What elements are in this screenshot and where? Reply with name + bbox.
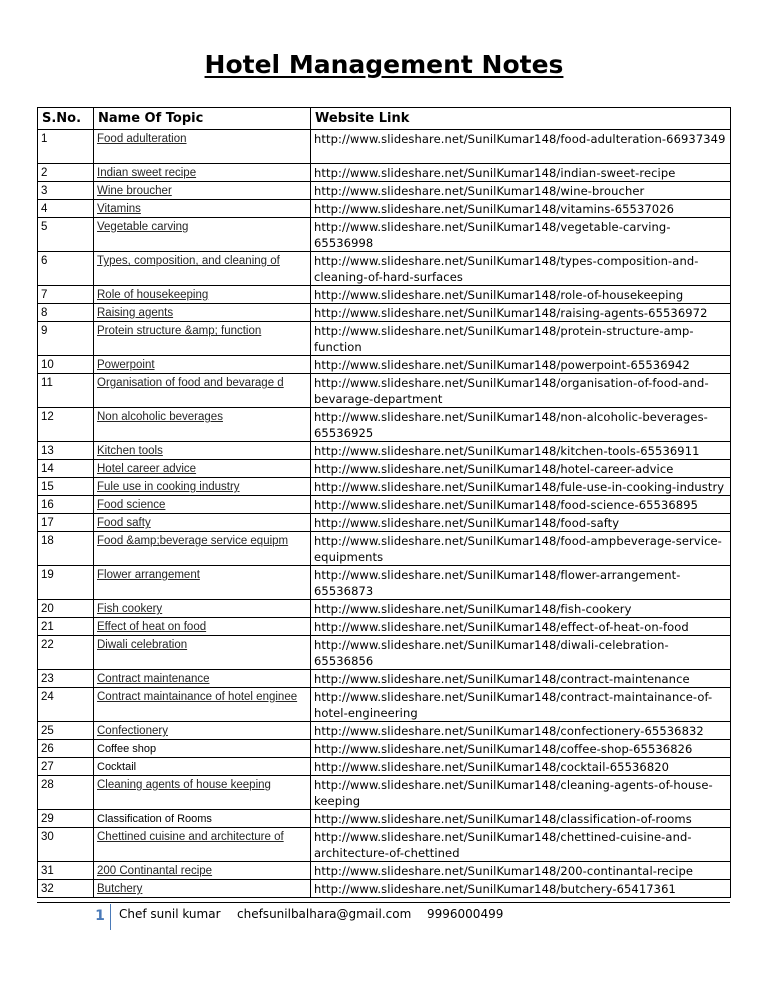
topic-link[interactable]: Protein structure &amp; function bbox=[97, 325, 262, 337]
website-link[interactable]: http://www.slideshare.net/SunilKumar148/food-science-65536895 bbox=[311, 496, 731, 514]
website-link[interactable]: http://www.slideshare.net/SunilKumar148/types-composition-and-cleaning-of-hard-surfaces bbox=[311, 252, 731, 286]
row-number: 21 bbox=[38, 618, 94, 636]
row-number: 5 bbox=[38, 218, 94, 252]
table-row bbox=[38, 810, 731, 828]
topic-cell bbox=[94, 218, 311, 252]
page-number: 1 bbox=[95, 908, 105, 924]
website-link[interactable]: http://www.slideshare.net/SunilKumar148/diwali-celebration-65536856 bbox=[311, 636, 731, 670]
topic-cell bbox=[94, 758, 311, 776]
topic-link[interactable]: Types, composition, and cleaning of bbox=[97, 255, 280, 267]
topic-cell bbox=[94, 722, 311, 740]
topic-link[interactable]: Chettined cuisine and architecture of bbox=[97, 831, 284, 843]
table-row bbox=[38, 880, 731, 898]
row-number: 3 bbox=[38, 182, 94, 200]
table-row bbox=[38, 636, 731, 670]
website-link[interactable]: http://www.slideshare.net/SunilKumar148/non-alcoholic-beverages-65536925 bbox=[311, 408, 731, 442]
table-row bbox=[38, 496, 731, 514]
row-number: 28 bbox=[38, 776, 94, 810]
topic-link[interactable]: Contract maintenance bbox=[97, 673, 210, 685]
row-number: 17 bbox=[38, 514, 94, 532]
topic-cell bbox=[94, 600, 311, 618]
topic-cell bbox=[94, 810, 311, 828]
topic-text: Classification of Rooms bbox=[97, 813, 212, 825]
topic-link[interactable]: Organisation of food and bevarage d bbox=[97, 377, 284, 389]
topic-link[interactable]: Vegetable carving bbox=[97, 221, 189, 233]
table-row bbox=[38, 164, 731, 182]
topic-cell bbox=[94, 130, 311, 164]
website-link[interactable]: http://www.slideshare.net/SunilKumar148/effect-of-heat-on-food bbox=[311, 618, 731, 636]
website-link[interactable]: http://www.slideshare.net/SunilKumar148/coffee-shop-65536826 bbox=[311, 740, 731, 758]
topic-cell bbox=[94, 286, 311, 304]
topic-cell bbox=[94, 618, 311, 636]
website-link[interactable]: http://www.slideshare.net/SunilKumar148/role-of-housekeeping bbox=[311, 286, 731, 304]
row-number: 15 bbox=[38, 478, 94, 496]
topic-link[interactable]: Non alcoholic beverages bbox=[97, 411, 223, 423]
table-row bbox=[38, 740, 731, 758]
topic-cell bbox=[94, 880, 311, 898]
table-row bbox=[38, 478, 731, 496]
footer-author: Chef sunil kumar bbox=[119, 907, 221, 921]
table-row bbox=[38, 286, 731, 304]
topic-link[interactable]: Cleaning agents of house keeping bbox=[97, 779, 271, 791]
row-number: 23 bbox=[38, 670, 94, 688]
website-link[interactable]: http://www.slideshare.net/SunilKumar148/fule-use-in-cooking-industry bbox=[311, 478, 731, 496]
row-number: 25 bbox=[38, 722, 94, 740]
footer-divider bbox=[37, 902, 730, 903]
website-link[interactable]: http://www.slideshare.net/SunilKumar148/powerpoint-65536942 bbox=[311, 356, 731, 374]
topic-cell bbox=[94, 252, 311, 286]
website-link[interactable]: http://www.slideshare.net/SunilKumar148/chettined-cuisine-and-architecture-of-chettined bbox=[311, 828, 731, 862]
header-link: Website Link bbox=[311, 108, 731, 130]
topic-link[interactable]: Confectionery bbox=[97, 725, 168, 737]
row-number: 32 bbox=[38, 880, 94, 898]
table-row bbox=[38, 758, 731, 776]
table-row bbox=[38, 670, 731, 688]
topic-link[interactable]: Indian sweet recipe bbox=[97, 167, 197, 179]
row-number: 29 bbox=[38, 810, 94, 828]
table-row bbox=[38, 442, 731, 460]
topic-cell bbox=[94, 478, 311, 496]
topic-text: Cocktail bbox=[97, 761, 137, 773]
footer-phone: 9996000499 bbox=[427, 907, 504, 921]
topic-link[interactable]: Fish cookery bbox=[97, 603, 163, 615]
row-number: 8 bbox=[38, 304, 94, 322]
table-row bbox=[38, 460, 731, 478]
topic-link[interactable]: 200 Continantal recipe bbox=[97, 865, 213, 877]
website-link[interactable]: http://www.slideshare.net/SunilKumar148/protein-structure-amp-function bbox=[311, 322, 731, 356]
topic-cell bbox=[94, 566, 311, 600]
topic-link[interactable]: Food science bbox=[97, 499, 166, 511]
topic-cell bbox=[94, 862, 311, 880]
table-row bbox=[38, 828, 731, 862]
table-row bbox=[38, 600, 731, 618]
page-footer bbox=[37, 902, 730, 930]
table-row bbox=[38, 408, 731, 442]
website-link[interactable]: http://www.slideshare.net/SunilKumar148/cleaning-agents-of-house-keeping bbox=[311, 776, 731, 810]
topic-cell bbox=[94, 828, 311, 862]
table-row bbox=[38, 322, 731, 356]
topic-cell bbox=[94, 460, 311, 478]
row-number: 27 bbox=[38, 758, 94, 776]
table-row bbox=[38, 374, 731, 408]
table-row bbox=[38, 252, 731, 286]
topic-cell bbox=[94, 200, 311, 218]
table-row bbox=[38, 618, 731, 636]
topic-cell bbox=[94, 322, 311, 356]
table-row bbox=[38, 304, 731, 322]
topic-cell bbox=[94, 442, 311, 460]
topic-cell bbox=[94, 514, 311, 532]
topic-link[interactable]: Butchery bbox=[97, 883, 143, 895]
table-row bbox=[38, 862, 731, 880]
topic-link[interactable]: Raising agents bbox=[97, 307, 174, 319]
topic-text: Coffee shop bbox=[97, 743, 157, 755]
website-link[interactable]: http://www.slideshare.net/SunilKumar148/hotel-career-advice bbox=[311, 460, 731, 478]
row-number: 24 bbox=[38, 688, 94, 722]
row-number: 30 bbox=[38, 828, 94, 862]
row-number: 20 bbox=[38, 600, 94, 618]
row-number: 18 bbox=[38, 532, 94, 566]
website-link[interactable]: http://www.slideshare.net/SunilKumar148/contract-maintainance-of-hotel-engineering bbox=[311, 688, 731, 722]
topic-cell bbox=[94, 374, 311, 408]
website-link[interactable]: http://www.slideshare.net/SunilKumar148/organisation-of-food-and-bevarage-department bbox=[311, 374, 731, 408]
website-link[interactable]: http://www.slideshare.net/SunilKumar148/contract-maintenance bbox=[311, 670, 731, 688]
topic-link[interactable]: Food &amp;beverage service equipm bbox=[97, 535, 289, 547]
website-link[interactable]: http://www.slideshare.net/SunilKumar148/flower-arrangement-65536873 bbox=[311, 566, 731, 600]
row-number: 1 bbox=[38, 130, 94, 164]
topic-cell bbox=[94, 740, 311, 758]
topic-cell bbox=[94, 182, 311, 200]
topic-cell bbox=[94, 408, 311, 442]
row-number: 22 bbox=[38, 636, 94, 670]
topic-cell bbox=[94, 670, 311, 688]
topic-link[interactable]: Kitchen tools bbox=[97, 445, 163, 457]
footer-email: chefsunilbalhara@gmail.com bbox=[237, 907, 412, 921]
row-number: 2 bbox=[38, 164, 94, 182]
website-link[interactable]: http://www.slideshare.net/SunilKumar148/raising-agents-65536972 bbox=[311, 304, 731, 322]
table-row bbox=[38, 688, 731, 722]
header-topic: Name Of Topic bbox=[94, 108, 311, 130]
topic-cell bbox=[94, 776, 311, 810]
row-number: 4 bbox=[38, 200, 94, 218]
table-row bbox=[38, 514, 731, 532]
table-row bbox=[38, 130, 731, 164]
website-link[interactable]: http://www.slideshare.net/SunilKumar148/cocktail-65536820 bbox=[311, 758, 731, 776]
header-sno: S.No. bbox=[38, 108, 94, 130]
topic-link[interactable]: Role of housekeeping bbox=[97, 289, 209, 301]
table-row bbox=[38, 200, 731, 218]
topic-cell bbox=[94, 304, 311, 322]
website-link[interactable]: http://www.slideshare.net/SunilKumar148/classification-of-rooms bbox=[311, 810, 731, 828]
website-link[interactable]: http://www.slideshare.net/SunilKumar148/indian-sweet-recipe bbox=[311, 164, 731, 182]
page-number-separator bbox=[110, 904, 111, 930]
table-header-row bbox=[38, 108, 731, 130]
row-number: 14 bbox=[38, 460, 94, 478]
row-number: 6 bbox=[38, 252, 94, 286]
table-row bbox=[38, 182, 731, 200]
topic-link[interactable]: Effect of heat on food bbox=[97, 621, 207, 633]
website-link[interactable]: http://www.slideshare.net/SunilKumar148/vitamins-65537026 bbox=[311, 200, 731, 218]
topic-cell bbox=[94, 532, 311, 566]
row-number: 19 bbox=[38, 566, 94, 600]
topic-cell bbox=[94, 496, 311, 514]
row-number: 13 bbox=[38, 442, 94, 460]
website-link[interactable]: http://www.slideshare.net/SunilKumar148/wine-broucher bbox=[311, 182, 731, 200]
topic-cell bbox=[94, 356, 311, 374]
website-link[interactable]: http://www.slideshare.net/SunilKumar148/kitchen-tools-65536911 bbox=[311, 442, 731, 460]
table-row bbox=[38, 722, 731, 740]
row-number: 31 bbox=[38, 862, 94, 880]
topic-link[interactable]: Flower arrangement bbox=[97, 569, 200, 581]
table-row bbox=[38, 532, 731, 566]
row-number: 16 bbox=[38, 496, 94, 514]
row-number: 7 bbox=[38, 286, 94, 304]
website-link[interactable]: http://www.slideshare.net/SunilKumar148/confectionery-65536832 bbox=[311, 722, 731, 740]
website-link[interactable]: http://www.slideshare.net/SunilKumar148/butchery-65417361 bbox=[311, 880, 731, 898]
topic-link[interactable]: Food safty bbox=[97, 517, 151, 529]
website-link[interactable]: http://www.slideshare.net/SunilKumar148/food-ampbeverage-service-equipments bbox=[311, 532, 731, 566]
row-number: 26 bbox=[38, 740, 94, 758]
row-number: 9 bbox=[38, 322, 94, 356]
topic-cell bbox=[94, 636, 311, 670]
table-row bbox=[38, 356, 731, 374]
table-row bbox=[38, 566, 731, 600]
topic-link[interactable]: Diwali celebration bbox=[97, 639, 188, 651]
topic-link[interactable]: Wine broucher bbox=[97, 185, 172, 197]
row-number: 10 bbox=[38, 356, 94, 374]
topic-link[interactable]: Vitamins bbox=[97, 203, 141, 215]
table-row bbox=[38, 218, 731, 252]
topic-cell bbox=[94, 688, 311, 722]
topic-link[interactable]: Hotel career advice bbox=[97, 463, 197, 475]
website-link[interactable]: http://www.slideshare.net/SunilKumar148/200-continantal-recipe bbox=[311, 862, 731, 880]
row-number: 11 bbox=[38, 374, 94, 408]
website-link[interactable]: http://www.slideshare.net/SunilKumar148/food-safty bbox=[311, 514, 731, 532]
topic-link[interactable]: Powerpoint bbox=[97, 359, 155, 371]
page-title: Hotel Management Notes bbox=[204, 50, 564, 79]
topic-link[interactable]: Food adulteration bbox=[97, 133, 187, 145]
table-row bbox=[38, 776, 731, 810]
topic-link[interactable]: Contract maintainance of hotel enginee bbox=[97, 691, 298, 703]
topic-link[interactable]: Fule use in cooking industry bbox=[97, 481, 240, 493]
row-number: 12 bbox=[38, 408, 94, 442]
website-link[interactable]: http://www.slideshare.net/SunilKumar148/fish-cookery bbox=[311, 600, 731, 618]
website-link[interactable]: http://www.slideshare.net/SunilKumar148/vegetable-carving-65536998 bbox=[311, 218, 731, 252]
notes-table bbox=[37, 107, 731, 898]
website-link[interactable]: http://www.slideshare.net/SunilKumar148/food-adulteration-66937349 bbox=[311, 130, 731, 164]
topic-cell bbox=[94, 164, 311, 182]
